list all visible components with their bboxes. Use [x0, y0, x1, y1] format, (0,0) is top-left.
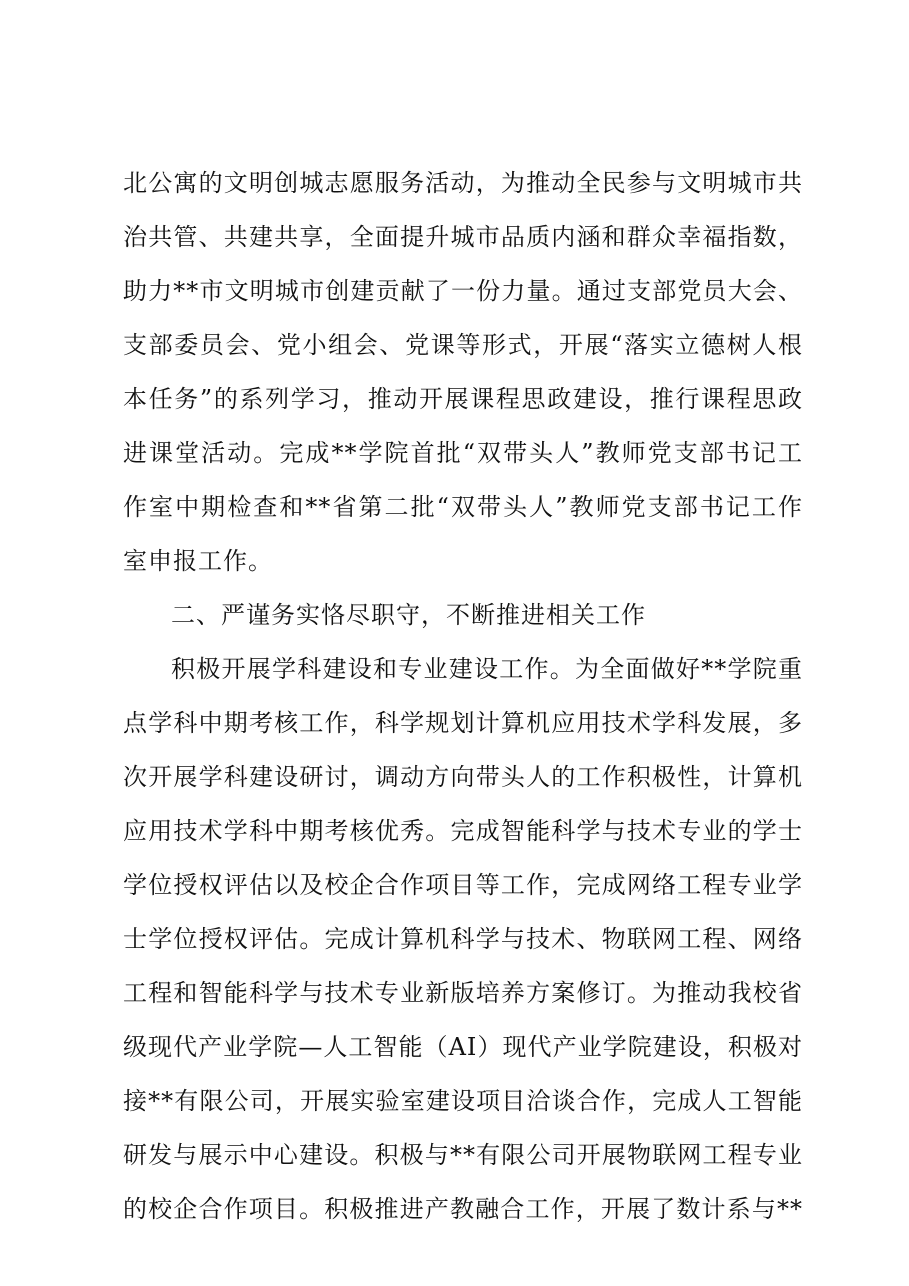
body-line: 支部委员会、党小组会、党课等形式，开展“落实立德树人根 — [123, 331, 803, 359]
body-line: 北公寓的文明创城志愿服务活动，为推动全民参与文明城市共 — [123, 169, 803, 197]
body-line: 士学位授权评估。完成计算机科学与技术、物联网工程、网络 — [123, 925, 803, 953]
body-line: 助力**市文明城市创建贡献了一份力量。通过支部党员大会、 — [123, 277, 803, 305]
body-line: 级现代产业学院—人工智能（AI）现代产业学院建设，积极对 — [123, 1033, 803, 1061]
body-line: 应用技术学科中期考核优秀。完成智能科学与技术专业的学士 — [123, 817, 803, 845]
body-line: 学位授权评估以及校企合作项目等工作，完成网络工程专业学 — [123, 871, 803, 899]
body-line: 点学科中期考核工作，科学规划计算机应用技术学科发展，多 — [123, 709, 803, 737]
body-line: 研发与展示中心建设。积极与**有限公司开展物联网工程专业 — [123, 1141, 803, 1169]
body-line: 本任务”的系列学习，推动开展课程思政建设，推行课程思政 — [123, 385, 803, 413]
body-line: 工程和智能科学与技术专业新版培养方案修订。为推动我校省 — [123, 979, 803, 1007]
body-line: 作室中期检查和**省第二批“双带头人”教师党支部书记工作 — [123, 493, 803, 521]
body-line: 室申报工作。 — [123, 547, 273, 575]
body-line: 治共管、共建共享，全面提升城市品质内涵和群众幸福指数， — [123, 223, 803, 251]
body-line: 次开展学科建设研讨，调动方向带头人的工作积极性，计算机 — [123, 763, 803, 791]
body-line: 的校企合作项目。积极推进产教融合工作，开展了数计系与** — [123, 1195, 803, 1223]
paragraph-first-line: 积极开展学科建设和专业建设工作。为全面做好**学院重 — [171, 655, 803, 683]
body-line: 接**有限公司，开展实验室建设项目洽谈合作，完成人工智能 — [123, 1087, 803, 1115]
section-heading: 二、严谨务实恪尽职守，不断推进相关工作 — [171, 601, 646, 629]
body-line: 进课堂活动。完成**学院首批“双带头人”教师党支部书记工 — [123, 439, 803, 467]
